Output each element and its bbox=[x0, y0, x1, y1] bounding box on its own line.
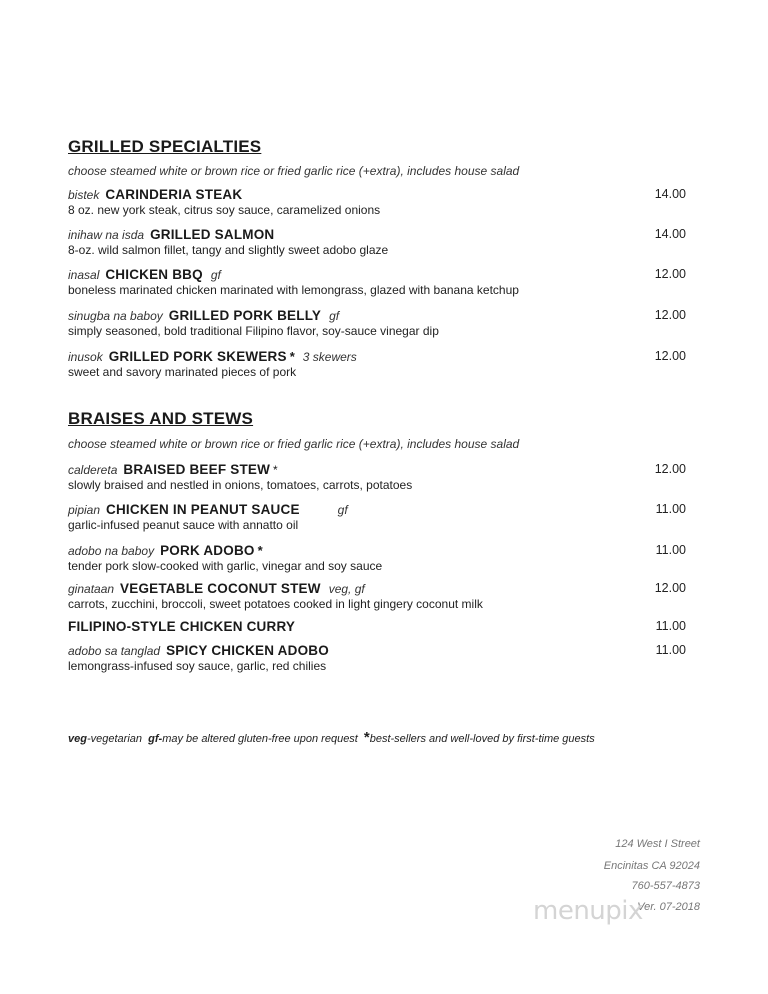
item-native-name: bistek bbox=[68, 188, 100, 202]
section-title-grilled: GRILLED SPECIALTIES bbox=[68, 137, 262, 156]
item-price: 11.00 bbox=[655, 619, 686, 633]
item-name: GRILLED SALMON bbox=[150, 227, 275, 242]
legend-star-text: best-sellers and well-loved by first-time guests bbox=[369, 733, 595, 745]
item-dietary-tag: 3 skewers bbox=[302, 350, 357, 364]
item-native-name: caldereta bbox=[68, 463, 118, 477]
item-description: 8 oz. new york steak, citrus soy sauce, caramelized onions bbox=[68, 203, 381, 217]
item-native-name: adobo sa tanglad bbox=[68, 644, 161, 658]
item-description: sweet and savory marinated pieces of pork bbox=[68, 365, 297, 379]
item-name: PORK ADOBO bbox=[160, 543, 255, 558]
item-price: 11.00 bbox=[655, 643, 686, 657]
item-name: BRAISED BEEF STEW bbox=[123, 462, 271, 477]
section-title-braises: BRAISES AND STEWS bbox=[68, 409, 254, 428]
legend-gf-text: may be altered gluten-free upon request bbox=[162, 733, 358, 745]
item-dietary-tag: gf bbox=[329, 309, 340, 323]
watermark-logo: menupix bbox=[533, 896, 643, 926]
menu-item-carinderia-steak bbox=[68, 186, 688, 222]
legend-gf-key: gf- bbox=[148, 733, 163, 745]
item-description: slowly braised and nestled in onions, tomatoes, carrots, potatoes bbox=[68, 478, 413, 492]
address-city: Encinitas CA 92024 bbox=[603, 860, 700, 872]
item-description: garlic-infused peanut sauce with annatto oil bbox=[68, 518, 299, 532]
item-description: lemongrass-infused soy sauce, garlic, red chilies bbox=[68, 659, 327, 673]
item-name: GRILLED PORK SKEWERS bbox=[108, 349, 287, 364]
item-name: SPICY CHICKEN ADOBO bbox=[166, 643, 329, 658]
item-dietary-tag: veg, gf bbox=[328, 582, 365, 596]
best-seller-star-icon: * bbox=[289, 349, 295, 364]
menu-item-spicy-chicken-adobo bbox=[68, 642, 688, 678]
item-description: simply seasoned, bold traditional Filipino flavor, soy-sauce vinegar dip bbox=[68, 324, 439, 338]
item-price: 12.00 bbox=[654, 349, 686, 363]
item-description: tender pork slow-cooked with garlic, vinegar and soy sauce bbox=[68, 559, 383, 573]
dietary-legend bbox=[68, 729, 595, 746]
item-price: 11.00 bbox=[655, 502, 686, 516]
item-native-name: ginataan bbox=[68, 582, 115, 596]
item-name: GRILLED PORK BELLY bbox=[168, 308, 322, 323]
item-name: CHICKEN IN PEANUT SAUCE bbox=[106, 502, 300, 517]
item-price: 12.00 bbox=[654, 581, 686, 595]
menu-item-chicken-peanut-sauce bbox=[68, 501, 688, 537]
item-price: 12.00 bbox=[654, 267, 686, 281]
item-native-name: inihaw na isda bbox=[68, 228, 145, 242]
menu-item-chicken-bbq bbox=[68, 266, 688, 302]
section-note-braises: choose steamed white or brown rice or fried garlic rice (+extra), includes house salad bbox=[68, 437, 520, 451]
menu-item-grilled-pork-belly bbox=[68, 307, 688, 343]
item-price: 11.00 bbox=[655, 543, 686, 557]
legend-veg-text: -vegetarian bbox=[86, 733, 143, 745]
legend-veg-key: veg bbox=[68, 733, 87, 745]
item-dietary-tag: gf bbox=[210, 268, 221, 282]
best-seller-star-icon: * bbox=[257, 543, 263, 558]
menu-version: Ver. 07-2018 bbox=[637, 901, 700, 913]
item-price: 12.00 bbox=[654, 308, 686, 322]
address-street: 124 West I Street bbox=[615, 838, 700, 850]
legend-star-icon: * bbox=[363, 729, 370, 746]
item-description: carrots, zucchini, broccoli, sweet potatoes cooked in light gingery coconut milk bbox=[68, 597, 483, 611]
item-price: 14.00 bbox=[654, 227, 686, 241]
item-price: 12.00 bbox=[654, 462, 686, 476]
item-native-name: inusok bbox=[68, 350, 103, 364]
menu-item-braised-beef-stew bbox=[68, 461, 688, 497]
section-note-grilled: choose steamed white or brown rice or fried garlic rice (+extra), includes house salad bbox=[68, 164, 520, 178]
item-description: boneless marinated chicken marinated with lemongrass, glazed with banana ketchup bbox=[68, 283, 519, 297]
item-native-name: adobo na baboy bbox=[68, 544, 155, 558]
item-description: 8-oz. wild salmon fillet, tangy and slightly sweet adobo glaze bbox=[68, 243, 389, 257]
best-seller-star-icon: * bbox=[273, 463, 278, 477]
item-price: 14.00 bbox=[654, 187, 686, 201]
item-native-name: pipian bbox=[68, 503, 101, 517]
item-name: CHICKEN BBQ bbox=[105, 267, 203, 282]
menu-item-vegetable-coconut-stew bbox=[68, 580, 688, 616]
item-native-name: sinugba na baboy bbox=[68, 309, 163, 323]
menu-item-grilled-pork-skewers bbox=[68, 348, 688, 384]
item-name: FILIPINO-STYLE CHICKEN CURRY bbox=[68, 619, 296, 634]
item-name: CARINDERIA STEAK bbox=[105, 187, 243, 202]
menu-item-pork-adobo bbox=[68, 542, 688, 578]
item-native-name: inasal bbox=[68, 268, 100, 282]
menu-item-grilled-salmon bbox=[68, 226, 688, 262]
item-name: VEGETABLE COCONUT STEW bbox=[120, 581, 321, 596]
address-phone: 760-557-4873 bbox=[631, 880, 700, 892]
item-dietary-tag: gf bbox=[337, 503, 348, 517]
